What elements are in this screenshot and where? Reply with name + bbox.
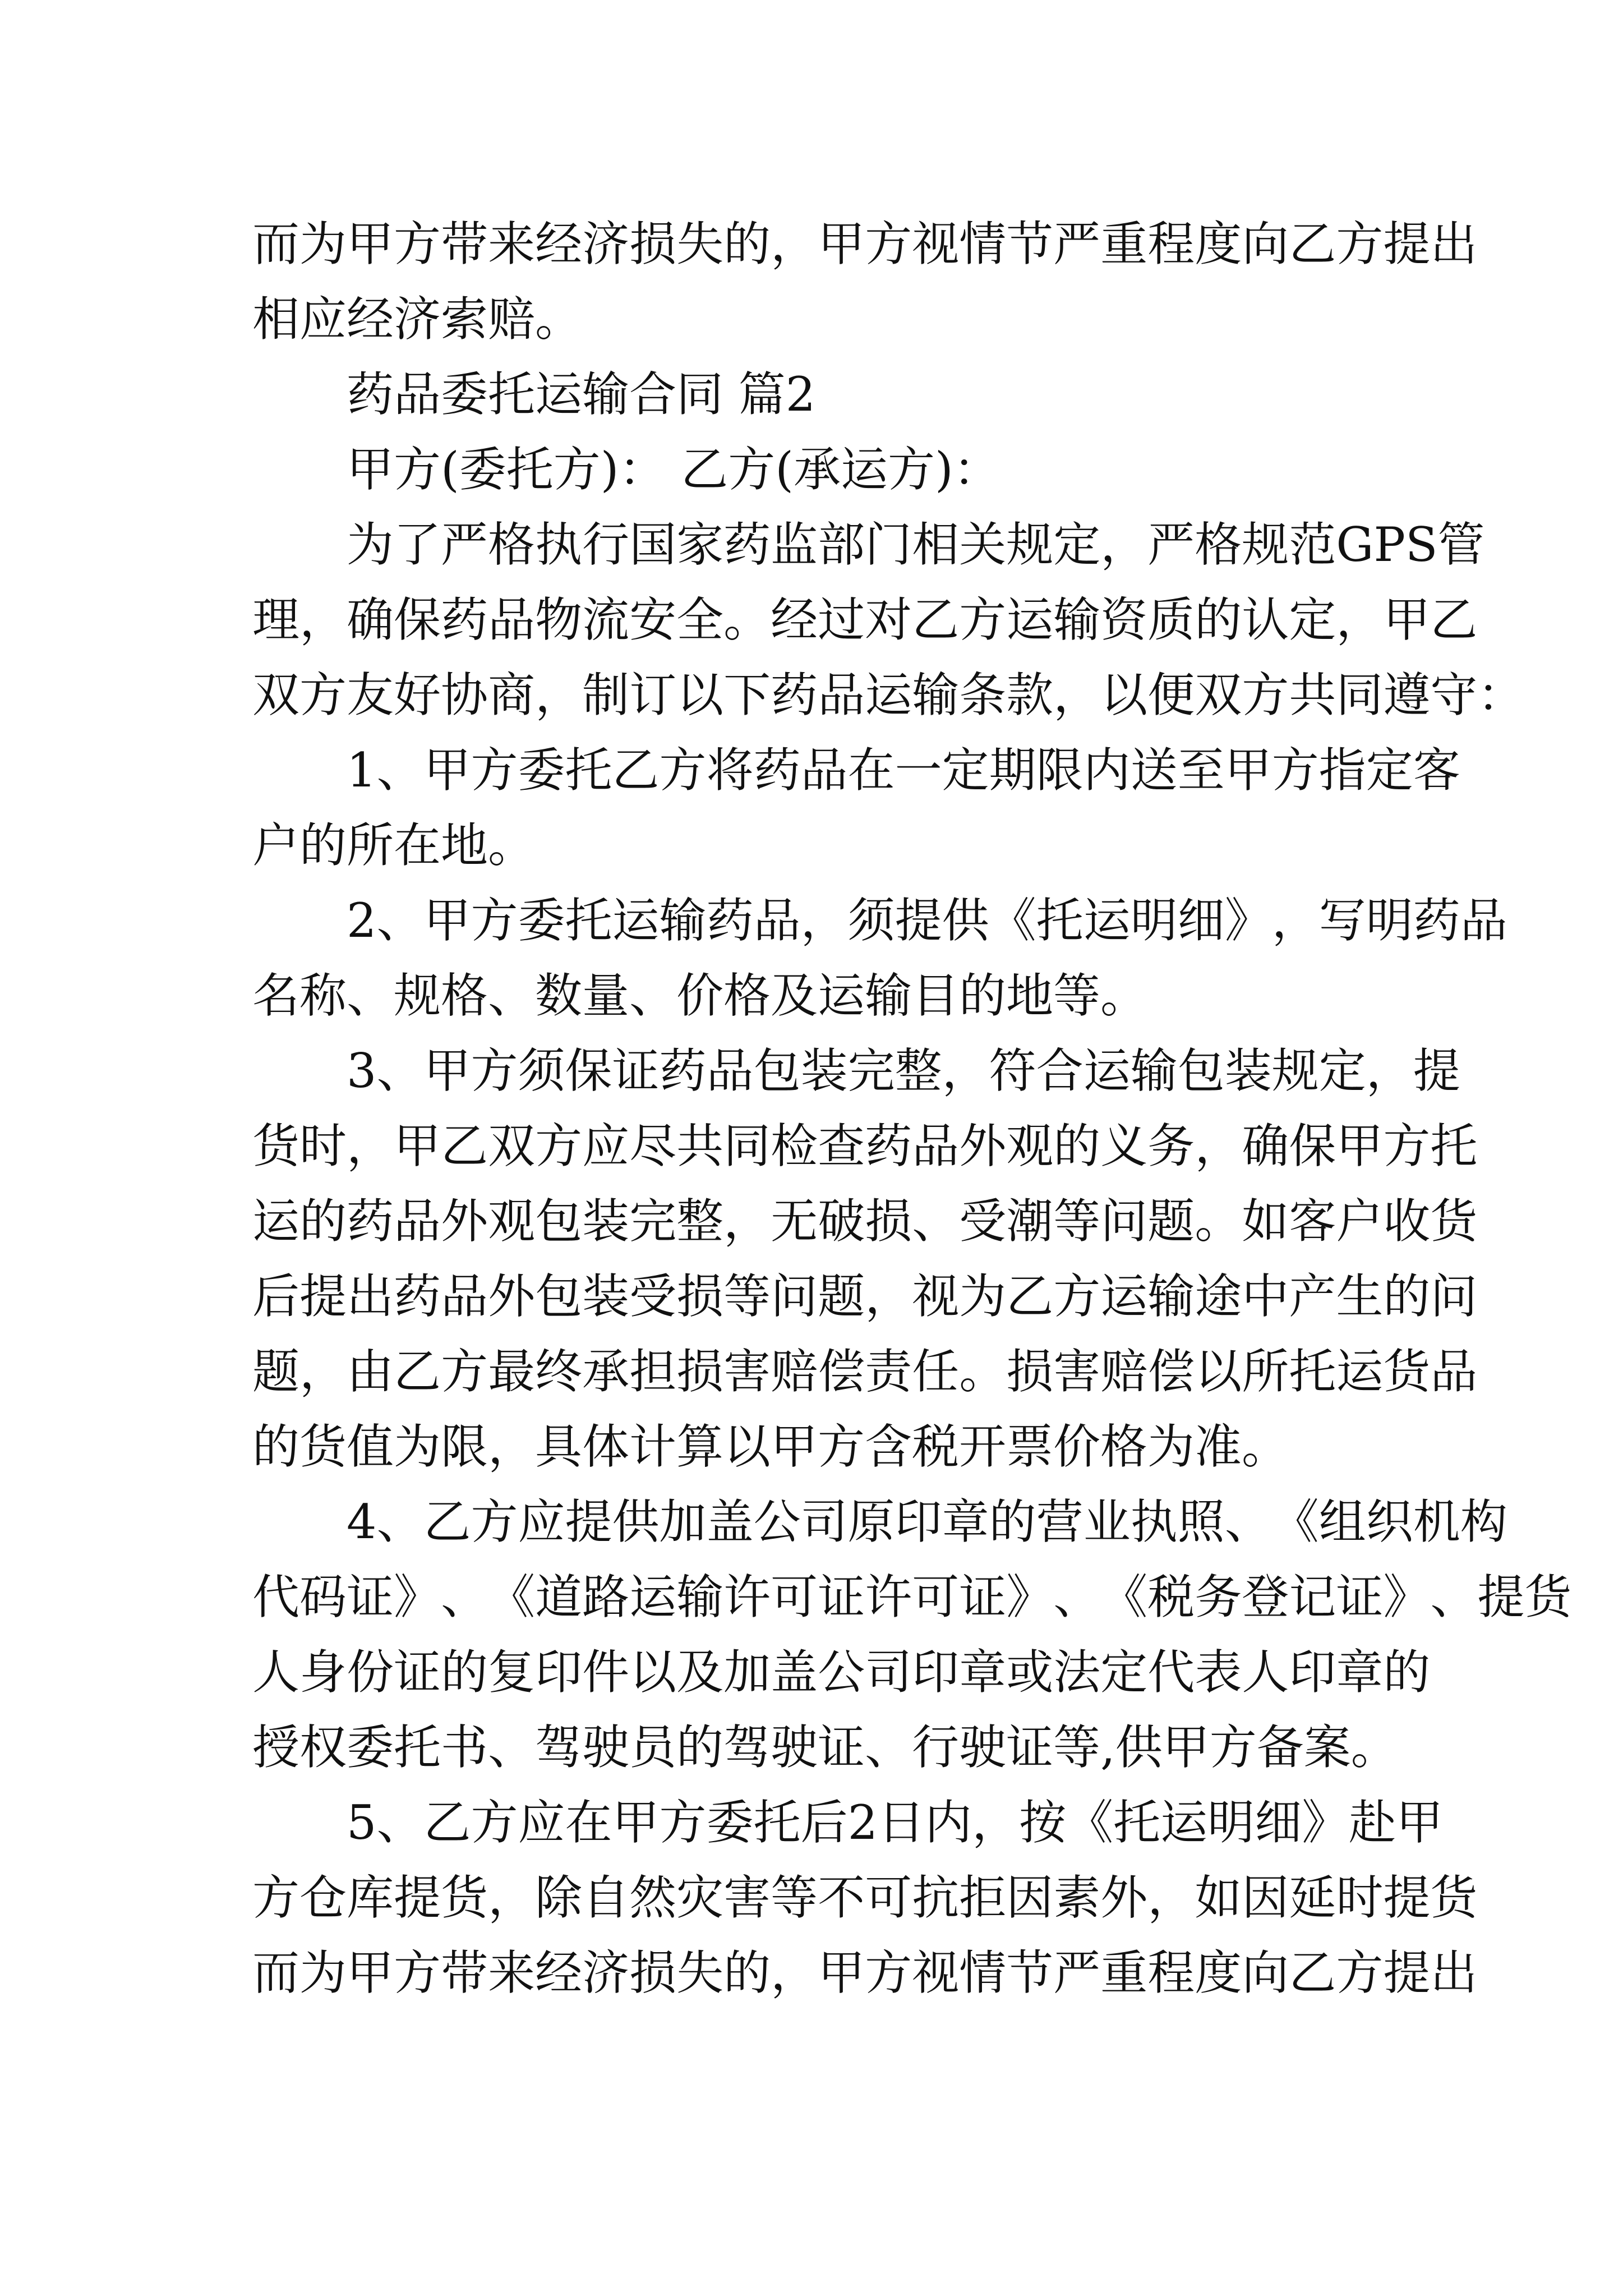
text-line: 药品委托运输合同 篇2 (347, 367, 816, 422)
text-line: 为 了 严 格 执 行 国 家 药 监 部 门 相 关 规 定 ， 严 格 规 范 G P S 管 (347, 517, 1485, 572)
text-line: 2 、 甲 方 委 托 运 输 药 品 ， 须 提 供 《 托 运 明 细 》 ， 写 明 药 品 (347, 893, 1507, 948)
text-line: 题 ， 由 乙 方 最 终 承 担 损 害 赔 偿 责 任 。 损 害 赔 偿 以 所 托 运 货 品 (252, 1344, 1478, 1399)
text-line: 户的所在地。 (252, 818, 536, 873)
text-line: 双 方 友 好 协 商 ， 制 订 以 下 药 品 运 输 条 款 ， 以 便 双 方 共 同 遵 守 ： (252, 668, 1525, 723)
text-line: 甲方(委托方)： 乙方(承运方)： (347, 442, 1000, 497)
text-line: 1 、 甲 方 委 托 乙 方 将 药 品 在 一 定 期 限 内 送 至 甲 方 指 定 客 (347, 743, 1460, 798)
text-line: 运 的 药 品 外 观 包 装 完 整 ， 无 破 损 、 受 潮 等 问 题 。 如 客 户 收 货 (252, 1194, 1478, 1249)
text-line: 而 为 甲 方 带 来 经 济 损 失 的 ， 甲 方 视 情 节 严 重 程 度 向 乙 方 提 出 (252, 1945, 1478, 2000)
text-line: 5 、 乙 方 应 在 甲 方 委 托 后 2 日 内 ， 按 《 托 运 明 细 》 赴 甲 (347, 1795, 1444, 1850)
text-line: 授权委托书、驾驶员的驾驶证、行驶证等,供甲方备案。 (252, 1720, 1398, 1775)
text-line: 后 提 出 药 品 外 包 装 受 损 等 问 题 ， 视 为 乙 方 运 输 途 中 产 生 的 问 (252, 1269, 1478, 1324)
text-line: 相应经济索赔。 (252, 292, 583, 347)
text-line: 的货值为限，具体计算以甲方含税开票价格为准。 (252, 1419, 1289, 1474)
text-line: 3 、 甲 方 须 保 证 药 品 包 装 完 整 ， 符 合 运 输 包 装 规 定 ， 提 (347, 1043, 1460, 1098)
text-line: 方 仓 库 提 货 ， 除 自 然 灾 害 等 不 可 抗 拒 因 素 外 ， 如 因 延 时 提 货 (252, 1870, 1478, 1925)
text-line: 人 身 份 证 的 复 印 件 以 及 加 盖 公 司 印 章 或 法 定 代 表 人 印 章 的 (252, 1645, 1431, 1700)
text-line: 理 ， 确 保 药 品 物 流 安 全 。 经 过 对 乙 方 运 输 资 质 的 认 定 ， 甲 乙 (252, 592, 1478, 647)
text-line: 代 码 证 》 、 《 道 路 运 输 许 可 证 许 可 证 》 、 《 税 务 登 记 证 》 、 提 货 (252, 1570, 1572, 1625)
text-line: 而 为 甲 方 带 来 经 济 损 失 的 ， 甲 方 视 情 节 严 重 程 度 向 乙 方 提 出 (252, 217, 1478, 272)
text-line: 4 、 乙 方 应 提 供 加 盖 公 司 原 印 章 的 营 业 执 照 、 《 组 织 机 构 (347, 1494, 1507, 1549)
text-line: 货 时 ， 甲 乙 双 方 应 尽 共 同 检 查 药 品 外 观 的 义 务 ， 确 保 甲 方 托 (252, 1119, 1478, 1174)
text-line: 名称、规格、数量、价格及运输目的地等。 (252, 968, 1148, 1023)
